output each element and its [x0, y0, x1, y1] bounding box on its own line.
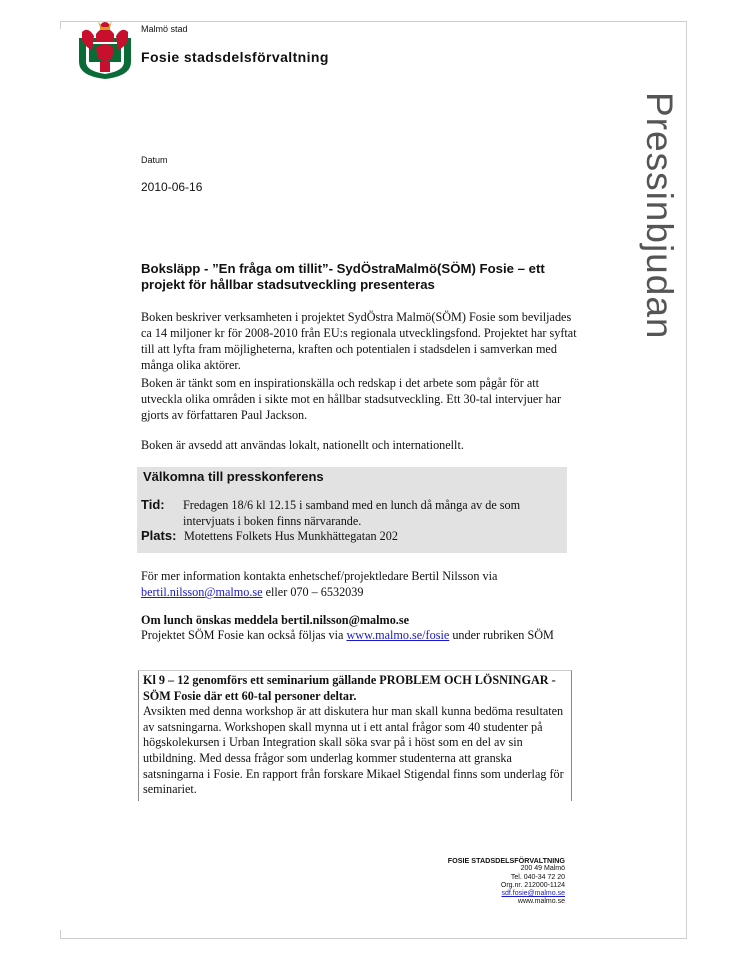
department-name: Fosie stadsdelsförvaltning [141, 49, 329, 65]
lunch-info [141, 613, 581, 643]
follow-suffix: under rubriken SÖM [449, 628, 554, 642]
footer-address: 200 49 Malmö [520, 865, 565, 873]
footer-web: www.malmo.se [517, 898, 565, 906]
footer-address-block [420, 857, 565, 907]
press-conference-title: Välkomna till presskonferens [143, 469, 324, 484]
footer-org-name: FOSIE STADSDELSFÖRVALTNING [447, 856, 565, 865]
contact-text: För mer information kontakta enhetschef/projektledare Bertil Nilsson via [141, 569, 498, 583]
project-web-link[interactable]: www.malmo.se/fosie [346, 628, 450, 642]
page-border-right [686, 21, 687, 939]
footer-phone: Tel. 040-34 72 20 [510, 873, 565, 881]
page-border-left-top [60, 21, 61, 29]
time-label: Tid: [141, 497, 165, 512]
lunch-rsvp: Om lunch önskas meddela bertil.nilsson@malmo.se [141, 613, 409, 627]
headline: Boksläpp - ”En fråga om tillit”- SydÖstraMalmö(SÖM) Fosie – ett projekt för hållbar stadsutveckling presenteras [141, 261, 545, 292]
press-invitation-side-title [572, 92, 682, 392]
malmo-coat-of-arms-logo [78, 18, 132, 80]
date-value: 2010-06-16 [141, 180, 203, 194]
page-border-left-bottom [60, 930, 61, 938]
seminar-heading: Kl 9 – 12 genomförs ett seminarium gällande PROBLEM OCH LÖSNINGAR - SÖM Fosie där ett 60-tal personer deltar. [143, 673, 556, 703]
footer-email-link[interactable]: sdf.fosie@malmo.se [501, 890, 565, 898]
place-text: Motettens Folkets Hus Munkhättegatan 202 [184, 529, 398, 543]
seminar-text: Avsikten med denna workshop är att diskutera hur man skall kunna bedöma resultaten av satsningarna. Workshopen skall mynna ut i ett antal frågor som 40 studenter på högskolekursen i Urban Integration skall söka svar på i höst som en del av sin utbildning. Med dessa frågor som underlag kommer studenterna att granska satsningarna i Fosie. En rapport från forskare Mikael Stigendal finns som underlag för seminariet. [143, 704, 564, 797]
contact-phone: eller 070 – 6532039 [262, 585, 364, 599]
city-name: Malmö stad [141, 24, 188, 34]
seminar-info [143, 673, 568, 798]
place-label: Plats: [141, 528, 177, 543]
body-paragraph-3: Boken är avsedd att användas lokalt, nationellt och internationellt. [141, 438, 464, 452]
body-paragraph-1: Boken beskriver verksamheten i projektet SydÖstra Malmö(SÖM) Fosie som beviljades ca 14 miljoner kr för 2008-2010 från EU:s regionala utvecklingsfond. Projektet har syftat till att lyfta fram möjligheterna, kraften och potentialen i stadsdelen i samverkan med många olika aktörer. [141, 310, 577, 372]
page-border-top [60, 21, 687, 22]
contact-info [141, 568, 581, 600]
footer-orgnr: Org.nr. 212000-1124 [500, 881, 565, 889]
time-text: Fredagen 18/6 kl 12.15 i samband med en lunch då många av de som intervjuats i boken finns närvarande. [183, 498, 521, 528]
side-title-text: Pressinbjudan [639, 92, 680, 340]
follow-text: Projektet SÖM Fosie kan också följas via [141, 628, 347, 642]
body-paragraph-2: Boken är tänkt som en inspirationskälla och redskap i det arbete som pågår för att utveckla olika områden i sikte mot en hållbar stadsutveckling. Ett 30-tal intervjuer har gjorts av författaren Paul Jackson. [141, 376, 562, 422]
date-label: Datum [141, 155, 168, 165]
contact-email-link[interactable]: bertil.nilsson@malmo.se [141, 585, 263, 599]
page-border-bottom [60, 938, 687, 939]
